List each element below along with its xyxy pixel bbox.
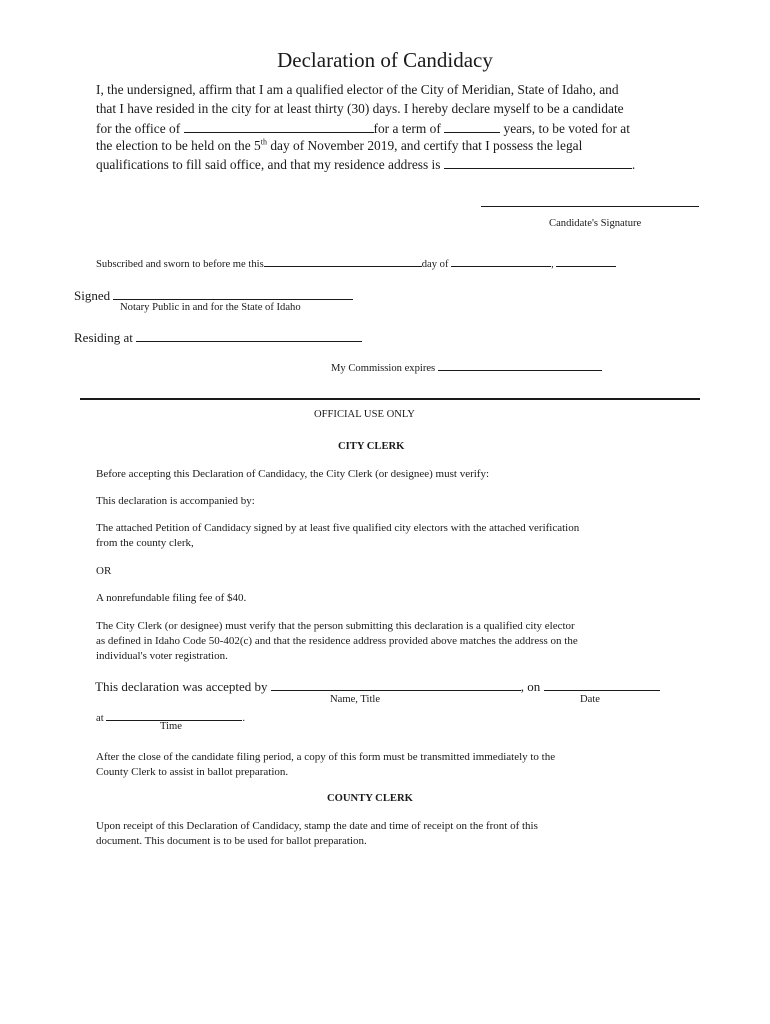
residing-label: Residing at (74, 330, 133, 345)
term-years-field[interactable] (444, 120, 500, 133)
accepted-on-label: , on (520, 679, 541, 694)
section-divider (80, 398, 700, 400)
clerk-verify-line-1: The City Clerk (or designee) must verify that the person submitting this declaration is a qualified city elector (96, 620, 575, 632)
fee-text: A nonrefundable filing fee of $40. (96, 592, 247, 604)
transmit-line-2: County Clerk to assist in ballot preparation. (96, 766, 289, 778)
residence-period: . (631, 157, 636, 172)
transmit-line-1: After the close of the candidate filing period, a copy of this form must be transmitted immediately to the (96, 751, 556, 763)
commission-row (331, 358, 602, 374)
declaration-line-3 (96, 120, 630, 137)
term-label: for a term of (373, 121, 441, 136)
sworn-comma: , (551, 259, 554, 270)
petition-line-1: The attached Petition of Candidacy signed by at least five qualified city electors with the attached verification (96, 522, 580, 534)
election-text-cont: day of November 2019, and certify that I possess the legal (266, 138, 583, 153)
city-clerk-heading: CITY CLERK (338, 441, 405, 452)
day-of-label: day of (421, 259, 449, 270)
sworn-line (96, 254, 616, 270)
accepted-row (95, 678, 660, 695)
accepted-date-field[interactable] (544, 678, 660, 691)
clerk-verify-line-2: as defined in Idaho Code 50-402(c) and that the residence address provided above matches the address on the (96, 635, 578, 647)
office-field[interactable] (184, 120, 374, 133)
residence-address-field[interactable] (444, 156, 632, 169)
notary-label: Notary Public in and for the State of Idaho (120, 302, 301, 313)
county-clerk-heading: COUNTY CLERK (327, 793, 413, 804)
residing-field[interactable] (136, 329, 362, 342)
commission-label: My Commission expires (331, 363, 436, 374)
office-label: for the office of (96, 121, 181, 136)
sworn-year-field[interactable] (556, 254, 616, 267)
time-label: Time (160, 721, 182, 732)
official-use-heading: OFFICIAL USE ONLY (314, 409, 415, 420)
at-label: at (96, 713, 104, 724)
sworn-month-field[interactable] (451, 254, 551, 267)
declaration-line-1: I, the undersigned, affirm that I am a qualified elector of the City of Meridian, State of Idaho, and (96, 82, 619, 97)
petition-line-2: from the county clerk, (96, 537, 194, 549)
or-text: OR (96, 565, 112, 577)
clerk-verify-line-3: individual's voter registration. (96, 650, 228, 662)
accompanied-text: This declaration is accompanied by: (96, 495, 255, 507)
receipt-line-2: document. This document is to be used for ballot preparation. (96, 835, 367, 847)
commission-expires-field[interactable] (438, 358, 602, 371)
signed-label: Signed (74, 288, 111, 303)
accepted-by-field[interactable] (271, 678, 521, 691)
residence-label: qualifications to fill said office, and that my residence address is (96, 157, 441, 172)
sworn-label: Subscribed and sworn to before me this (96, 259, 264, 270)
candidate-signature-field[interactable] (481, 206, 699, 207)
verify-text: Before accepting this Declaration of Candidacy, the City Clerk (or designee) must verify: (96, 468, 490, 480)
declaration-line-2: that I have resided in the city for at least thirty (30) days. I hereby declare myself to be a candidate (96, 101, 624, 116)
at-period: . (242, 713, 245, 724)
notary-signature-field[interactable] (113, 287, 353, 300)
name-title-label: Name, Title (330, 694, 381, 705)
candidate-signature-label: Candidate's Signature (549, 218, 642, 229)
ordinal-suffix: th (260, 137, 267, 147)
accepted-label: This declaration was accepted by (95, 679, 268, 694)
receipt-line-1: Upon receipt of this Declaration of Candidacy, stamp the date and time of receipt on the front of this (96, 820, 538, 832)
sworn-day-field[interactable] (264, 254, 422, 267)
date-label: Date (580, 694, 600, 705)
accepted-time-field[interactable] (106, 708, 242, 721)
page-title: Declaration of Candidacy (277, 48, 493, 72)
declaration-line-4 (96, 138, 582, 154)
declaration-line-5 (96, 156, 635, 173)
election-text: the election to be held on the 5 (96, 138, 261, 153)
residing-row (74, 329, 362, 346)
voted-label: years, to be voted for at (503, 121, 630, 136)
